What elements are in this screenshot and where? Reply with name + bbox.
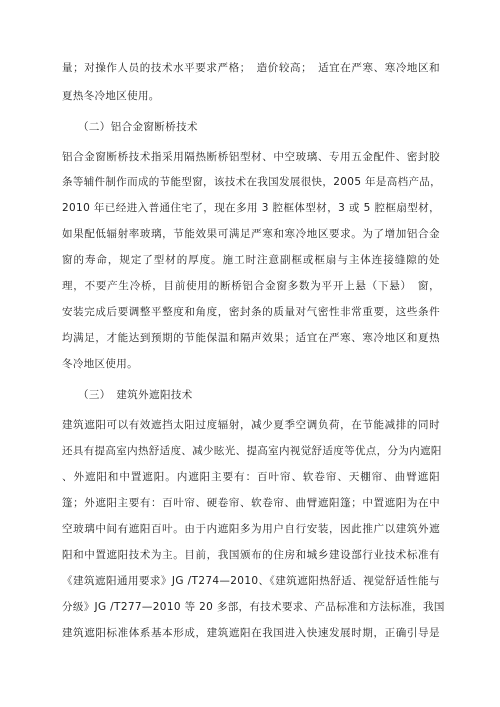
section-heading: （三） 建筑外遮阳技术	[78, 389, 193, 401]
body-text-line: 理，不要产生冷桥，目前使用的断桥铝合金窗多数为平开上悬（下悬） 窗，	[62, 280, 440, 292]
body-text-line: 冬冷地区使用。	[62, 358, 138, 370]
body-text-line: 窗的寿命，规定了型材的厚度。施工时注意副框或框扇与主体连接缝隙的处	[62, 254, 440, 266]
body-text-line: 如果配低辐射率玻璃，节能效果可满足严寒和寒冷地区要求。为了增加铝合金	[62, 228, 440, 240]
body-text-line: 阳和中置遮阳技术为主。目前，我国颁布的住房和城乡建设部行业技术标准有	[62, 549, 440, 561]
body-text-line: 均满足，才能达到预期的节能保温和隔声效果；适宜在严寒、寒冷地区和夏热	[62, 332, 440, 344]
body-text-line: 分级》JG /T277—2010 等 20 多部，有技术要求、产品标准和方法标准，我国	[62, 601, 445, 613]
body-text-line: 还具有提高室内热舒适度、减少眩光、提高室内视觉舒适度等优点，分为内遮阳	[62, 445, 442, 457]
body-text-line: 安装完成后要调整平整度和角度，密封条的质量对气密性非常重要，这些条件	[62, 306, 440, 318]
body-text-line: 篷；外遮阳主要有：百叶帘、硬卷帘、软卷帘、曲臂遮阳篷；中置遮阳为在中	[62, 497, 440, 509]
body-text-line: 2010 年已经进入普通住宅了，现在多用 3 腔框体型材，3 或 5 腔框扇型材，	[62, 202, 440, 214]
body-text-line: 《建筑遮阳通用要求》JG /T274—2010、《建筑遮阳热舒适、视觉舒适性能与	[62, 575, 440, 587]
body-text-line: 夏热冬冷地区使用。	[62, 90, 160, 102]
body-text-line: 条等辅件制作而成的节能型窗，该技术在我国发展很快，2005 年是高档产品，	[62, 176, 442, 188]
body-text-line: 空玻璃中间有遮阳百叶。由于内遮阳多为用户自行安装，因此推广以建筑外遮	[62, 523, 440, 535]
body-text-line: 建筑遮阳标准体系基本形成，建筑遮阳在我国进入快速发展时期，正确引导是	[62, 627, 440, 639]
body-text-line: 铝合金窗断桥技术指采用隔热断桥铝型材、中空玻璃、专用五金配件、密封胶	[62, 151, 440, 163]
body-text-line: 量；对操作人员的技术水平要求严格； 造价较高； 适宜在严寒、寒冷地区和	[62, 62, 440, 74]
body-text-line: 建筑遮阳可以有效遮挡太阳过度辐射，减少夏季空调负荷，在节能减排的同时	[62, 419, 440, 431]
section-heading: （二）铝合金窗断桥技术	[78, 121, 198, 133]
body-text-line: 、外遮阳和中置遮阳。内遮阳主要有：百叶帘、软卷帘、天棚帘、曲臂遮阳	[62, 471, 440, 483]
